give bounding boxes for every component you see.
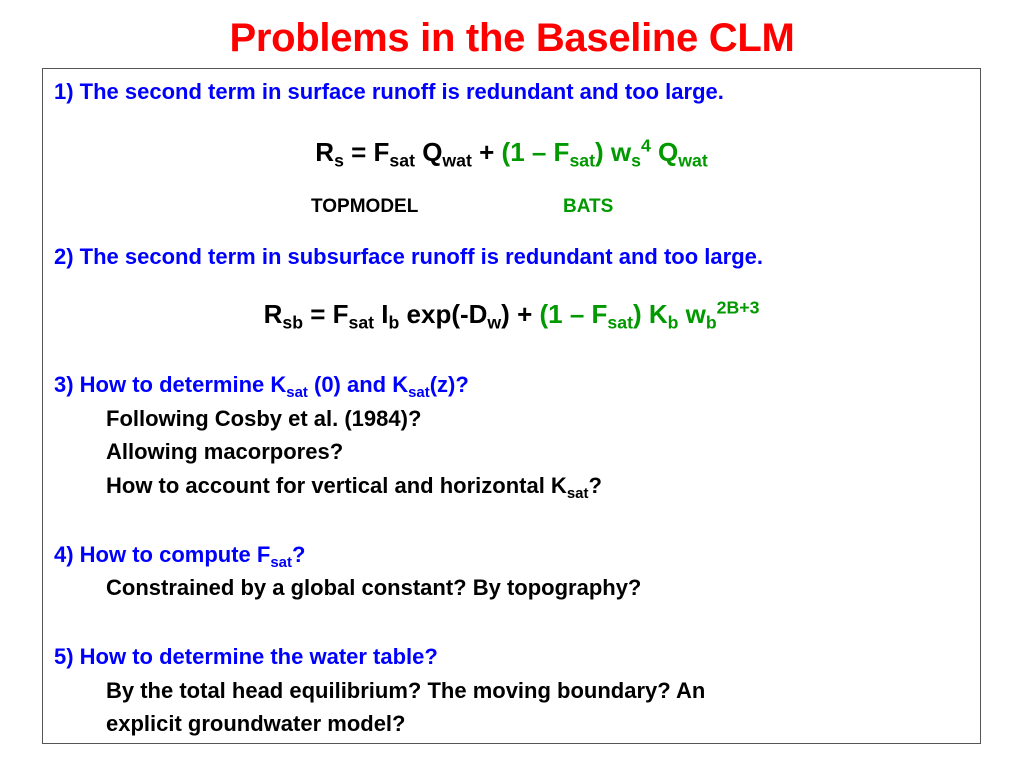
eq1-g-close: ) w bbox=[595, 137, 632, 167]
eq1-g-Q: Q bbox=[650, 137, 679, 167]
eq1-plus: + bbox=[471, 137, 502, 167]
q4-text-a: 4) How to compute F bbox=[54, 542, 271, 567]
q3-3-text-a: How to account for vertical and horizontal K bbox=[106, 473, 567, 498]
question-5: 5) How to determine the water table? bbox=[54, 644, 438, 669]
question-3-item-3 bbox=[106, 473, 602, 502]
question-2: 2) The second term in subsurface runoff is redundant and too large. bbox=[54, 244, 763, 269]
eq2-g-w: w bbox=[678, 299, 706, 329]
eq1-R: R bbox=[315, 137, 335, 167]
eq1-bats-term bbox=[501, 135, 708, 171]
q3-3-text-b: ? bbox=[588, 473, 602, 498]
eq2-R-sub: sb bbox=[282, 312, 303, 333]
question-3 bbox=[54, 372, 469, 401]
eq1-g-w-sup: 4 bbox=[640, 135, 651, 156]
eq1-g-w-sub: s bbox=[631, 150, 641, 171]
eq2-plus: + bbox=[509, 299, 540, 329]
eq2-D-sub: w bbox=[487, 312, 502, 333]
q3-sub-a: sat bbox=[286, 383, 308, 401]
question-3-item-2: Allowing macorpores? bbox=[106, 439, 344, 464]
eq2-exp-close: ) bbox=[501, 299, 510, 329]
eq2-g-open: (1 – F bbox=[539, 299, 608, 329]
question-1: 1) The second term in surface runoff is redundant and too large. bbox=[54, 79, 724, 104]
eq1-g-Q-sub: wat bbox=[678, 150, 708, 171]
q3-text-b: (0) and K bbox=[307, 372, 409, 397]
eq2-R: R bbox=[263, 299, 283, 329]
eq2-I-sub: b bbox=[388, 312, 400, 333]
eq2-eq: = F bbox=[302, 299, 349, 329]
eq1-F-sub: sat bbox=[389, 150, 415, 171]
eq2-g-close: ) K bbox=[632, 299, 668, 329]
question-5-item-1: By the total head equilibrium? The moving boundary? An bbox=[106, 678, 706, 703]
eq1-eq: = F bbox=[343, 137, 390, 167]
question-3-item-1: Following Cosby et al. (1984)? bbox=[106, 406, 422, 431]
eq2-g-w-sup: 2B+3 bbox=[716, 297, 760, 318]
label-bats: BATS bbox=[563, 196, 614, 217]
q3-text-a: 3) How to determine K bbox=[54, 372, 287, 397]
eq1-Q-sub: wat bbox=[442, 150, 472, 171]
slide-title: Problems in the Baseline CLM bbox=[229, 16, 795, 60]
eq2-bats-term bbox=[539, 297, 760, 333]
question-4-item-1: Constrained by a global constant? By topography? bbox=[106, 575, 642, 600]
equation-surface-runoff bbox=[43, 135, 980, 171]
q3-text-c: (z)? bbox=[429, 372, 469, 397]
eq2-g-K-sub: b bbox=[667, 312, 679, 333]
question-5-item-2: explicit groundwater model? bbox=[106, 711, 406, 736]
eq2-F-sub: sat bbox=[348, 312, 375, 333]
eq2-g-F-sub: sat bbox=[607, 312, 633, 333]
equation-subsurface-runoff bbox=[43, 297, 980, 333]
q4-sub: sat bbox=[270, 553, 292, 571]
q4-text-b: ? bbox=[291, 542, 306, 567]
eq1-Q: Q bbox=[414, 137, 443, 167]
eq2-I: I bbox=[374, 299, 389, 329]
question-4 bbox=[54, 542, 306, 571]
q3-sub-b: sat bbox=[408, 383, 430, 401]
eq2-exp: exp(-D bbox=[399, 299, 488, 329]
label-topmodel: TOPMODEL bbox=[311, 196, 419, 217]
eq1-g-F-sub: sat bbox=[569, 150, 595, 171]
q3-3-sub: sat bbox=[566, 484, 589, 502]
eq1-R-sub: s bbox=[334, 150, 344, 171]
eq2-g-w-sub: b bbox=[705, 312, 717, 333]
eq1-g-open: (1 – F bbox=[501, 137, 570, 167]
content-box bbox=[42, 68, 981, 744]
